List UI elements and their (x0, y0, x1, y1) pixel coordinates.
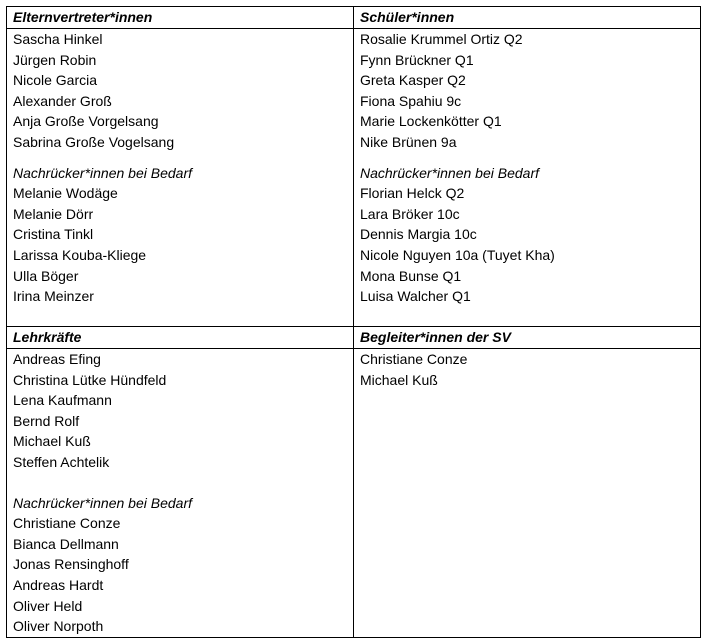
member-name: Alexander Groß (13, 92, 112, 109)
member-name: Andreas Efing (13, 351, 101, 367)
spacer (13, 153, 347, 163)
header-row-bottom (7, 327, 701, 349)
body-row-bottom (7, 349, 701, 638)
document (6, 6, 701, 638)
member-name: Fiona Spahiu 9c (360, 92, 462, 109)
member-name: Greta Kasper Q2 (360, 72, 466, 89)
substitute-name: Jonas Rensinghoff (13, 556, 129, 573)
section-title-parents: Elternvertreter*innen (7, 7, 354, 29)
substitute-name: Andreas Hardt (13, 576, 104, 593)
substitute-name: Cristina Tinkl (13, 226, 94, 243)
committee-table (6, 6, 701, 638)
substitute-name: Luisa Walcher Q1 (360, 288, 471, 305)
member-name: Fynn Brückner Q1 (360, 51, 474, 68)
substitute-name: Irina Meinzer (13, 288, 94, 305)
substitute-name: Melanie Dörr (13, 205, 94, 222)
section-title-sv-companions: Begleiter*innen der SV (354, 327, 701, 349)
substitutes-heading: Nachrücker*innen bei Bedarf (360, 164, 539, 181)
section-title-students: Schüler*innen (354, 7, 701, 29)
students-cell (354, 29, 701, 327)
member-name: Steffen Achtelik (13, 453, 110, 470)
sv-companions-cell (354, 349, 701, 638)
substitute-name: Bianca Dellmann (13, 535, 119, 552)
member-name: Nicole Garcia (13, 72, 98, 89)
spacer (360, 153, 694, 163)
section-title-teachers: Lehrkräfte (7, 327, 354, 349)
substitute-name: Larissa Kouba-Kliege (13, 246, 147, 263)
substitute-name: Ulla Böger (13, 267, 79, 284)
substitutes-heading: Nachrücker*innen bei Bedarf (13, 494, 192, 511)
member-name: Jürgen Robin (13, 51, 97, 68)
member-name: Christiane Conze (360, 351, 468, 367)
header-row-top (7, 7, 701, 29)
substitute-name: Oliver Norpoth (13, 618, 104, 635)
parents-cell (7, 29, 354, 327)
member-name: Sabrina Große Vogelsang (13, 133, 175, 150)
substitute-name: Dennis Margia 10c (360, 226, 477, 243)
member-name: Anja Große Vorgelsang (13, 113, 159, 130)
member-name: Rosalie Krummel Ortiz Q2 (360, 31, 523, 47)
substitute-name: Nicole Nguyen 10a (Tuyet Kha) (360, 246, 555, 263)
substitute-name: Mona Bunse Q1 (360, 267, 462, 284)
substitute-name: Lara Bröker 10c (360, 205, 460, 222)
member-name: Christina Lütke Hündfeld (13, 371, 167, 388)
member-name: Michael Kuß (360, 371, 438, 388)
substitute-name: Christiane Conze (13, 515, 121, 532)
substitute-name: Oliver Held (13, 597, 83, 614)
body-row-top (7, 29, 701, 327)
member-name: Sascha Hinkel (13, 31, 103, 47)
member-name: Nike Brünen 9a (360, 133, 457, 150)
member-name: Michael Kuß (13, 433, 91, 450)
spacer (13, 473, 347, 493)
member-name: Marie Lockenkötter Q1 (360, 113, 502, 130)
substitutes-heading: Nachrücker*innen bei Bedarf (13, 164, 192, 181)
member-name: Lena Kaufmann (13, 392, 112, 409)
substitute-name: Florian Helck Q2 (360, 185, 465, 202)
teachers-cell (7, 349, 354, 638)
substitute-name: Melanie Wodäge (13, 185, 118, 202)
member-name: Bernd Rolf (13, 412, 80, 429)
